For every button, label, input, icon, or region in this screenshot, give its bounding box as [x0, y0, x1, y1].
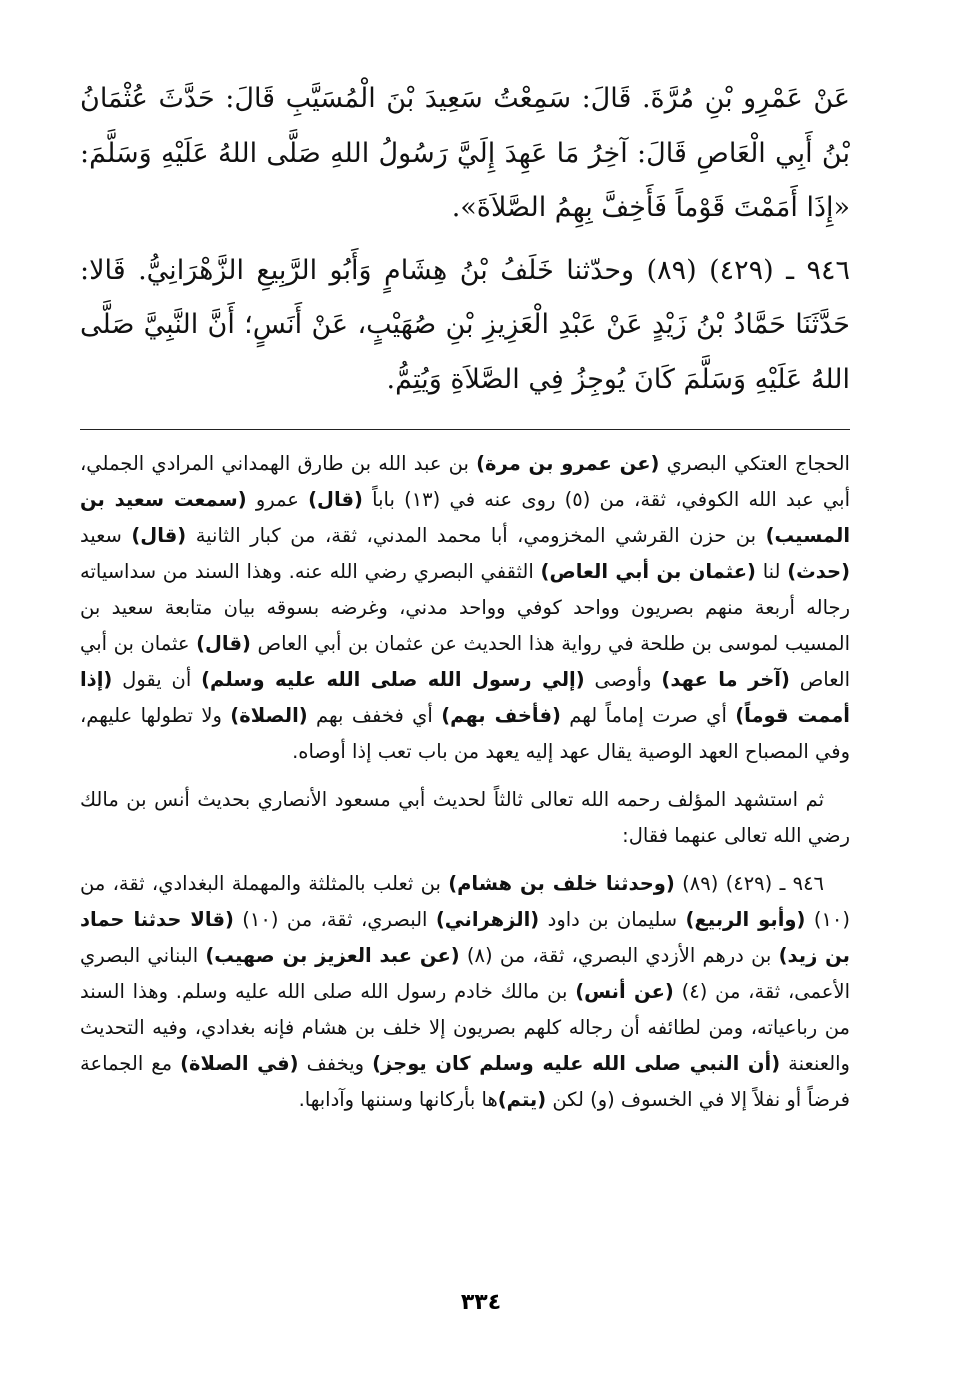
- bold-quote-segment: (في الصلاة): [180, 1052, 299, 1075]
- bold-quote-segment: (قال): [308, 488, 363, 511]
- text-segment: مع الجماعة فرضاً أو نفلاً إلا في الخسوف (و) لكن: [80, 1052, 850, 1111]
- commentary-paragraph-2: [80, 782, 850, 854]
- text-segment: ٩٤٦ ـ (٤٢٩) (٨٩): [674, 872, 825, 895]
- text-segment: الحجاج العتكي البصري: [659, 452, 850, 475]
- text-segment: سعيد: [80, 524, 132, 547]
- text-segment: ها بأركانها وسننها وآدابها.: [298, 1088, 498, 1111]
- bold-quote-segment: (أن النبي صلى الله عليه وسلم كان يوجز): [372, 1052, 781, 1075]
- bold-quote-segment: (الصلاة): [230, 704, 308, 727]
- text-segment: البناني البصري الأعمى، ثقة، من (٤): [80, 944, 850, 1003]
- text-segment: لنا: [755, 560, 788, 583]
- text-segment: أي فخفف بهم: [307, 704, 442, 727]
- bold-quote-segment: (وحدثنا خلف بن هشام): [448, 872, 675, 895]
- bold-quote-segment: (سمعت سعيد بن المسيب): [80, 488, 850, 547]
- text-segment: عمرو: [246, 488, 309, 511]
- bold-quote-segment: (قال): [131, 524, 187, 547]
- commentary-paragraph-3: [80, 866, 850, 1118]
- bold-quote-segment: (إذا أممت قوماً): [80, 668, 850, 727]
- text-segment: عثمان بن أبي العاص: [80, 632, 850, 691]
- page-number: ٣٣٤: [460, 1290, 502, 1315]
- hadith-text-2: ٩٤٦ ـ (٤٢٩) (٨٩) وحدّثنا خَلَفُ بْنُ هِشَامٍ وَأَبُو الرَّبِيعِ الزَّهْرَانِيُّ. قَالا: حَدَّثَنَا حَمَّادُ بْنُ زَيْدٍ عَنْ عَبْدِ الْعَزِيزِ بْنِ صُهَيْبٍ، عَنْ أَنَسٍ؛ أَنَّ النَّبِيَّ صَلَّى اللهُ عَلَيْهِ وَسَلَّمَ كَانَ يُوجِزُ فِي الصَّلاَةِ وَيُتِمُّ.: [80, 254, 850, 395]
- page-body: [80, 72, 850, 1118]
- bold-quote-segment: (قالا حدثنا حماد بن زيد): [80, 908, 850, 967]
- bold-quote-segment: (قال): [196, 632, 251, 655]
- text-segment: بن عبد الله بن طارق الهمداني المرادي الجملي، أبي عبد الله الكوفي، ثقة، من (٥) روى عنه في (١٣) باباً: [80, 452, 851, 511]
- bold-quote-segment: (عن عبد العزيز بن صهيب): [205, 944, 460, 967]
- bold-quote-segment: (عثمان بن أبي العاص): [540, 560, 756, 583]
- footnote-divider: [80, 429, 850, 430]
- bold-quote-segment: (الزهراني): [435, 908, 540, 931]
- commentary-paragraph-1: [80, 446, 850, 770]
- text-segment: بن ثعلب بالمثلثة والمهملة البغدادي، ثقة، من (١٠): [80, 872, 851, 931]
- text-segment: بن حزن القرشي المخزومي، أبا محمد المدني، ثقة، من كبار الثانية: [186, 524, 766, 547]
- text-segment: بن درهم الأزدي البصري، ثقة، من (٨): [459, 944, 779, 967]
- text-segment: أن يقول: [112, 668, 202, 691]
- text-segment: ثم استشهد المؤلف رحمه الله تعالى ثالثاً لحديث أبي مسعود الأنصاري بحديث أنس بن مالك رضي الله تعالى عنهما فقال:: [80, 788, 850, 847]
- text-segment: سليمان بن داود: [539, 908, 686, 931]
- text-segment: الثقفي البصري رضي الله عنه. وهذا السند من سداسياته رجاله أربعة منهم بصريون وواحد كوفي وواحد مدني، وغرضه بسوقه بيان متابعة سعيد بن المسيب لموسى بن طلحة في رواية هذا الحديث عن عثمان بن أبي العاص: [80, 560, 850, 655]
- text-segment: ولا تطولها عليهم، وفي المصباح العهد الوصية يقال عهد إليه يعهد من باب تعب إذا أوصاه.: [80, 704, 850, 763]
- bold-quote-segment: (عن عمرو بن مرة): [476, 452, 660, 475]
- text-segment: ويخفف: [298, 1052, 373, 1075]
- bold-quote-segment: (إلي رسول الله صلى الله عليه وسلم): [201, 668, 585, 691]
- bold-quote-segment: (يتم): [497, 1088, 547, 1111]
- text-segment: البصري، ثقة، من (١٠): [233, 908, 436, 931]
- hadith-text-1: عَنْ عَمْرِو بْنِ مُرَّةَ. قَالَ: سَمِعْتُ سَعِيدَ بْنَ الْمُسَيَّبِ قَالَ: حَدَّثَ عُثْمَانُ بْنُ أَبِي الْعَاصِ قَالَ: آخِرُ مَا عَهِدَ إِلَيَّ رَسُولُ اللهِ صَلَّى اللهُ عَلَيْهِ وَسَلَّمَ: «إِذَا أَمَمْتَ قَوْماً فَأَخِفَّ بِهِمُ الصَّلاَةَ».: [80, 83, 850, 223]
- bold-quote-segment: (وأبو الربيع): [685, 908, 806, 931]
- text-segment: وأوصى: [584, 668, 662, 691]
- bold-quote-segment: (حدث): [787, 560, 850, 583]
- bold-quote-segment: (آخر ما عهد): [661, 668, 790, 691]
- bold-quote-segment: (فأخف بهم): [441, 704, 561, 727]
- text-segment: بن مالك خادم رسول الله صلى الله عليه وسلم. وهذا السند من رباعياته، ومن لطائفه أن رجاله كلهم بصريون إلا خلف بن هشام فإنه بغدادي، وفيه التحديث والعنعنة: [80, 980, 850, 1075]
- text-segment: أي صرت إماماً لهم: [560, 704, 736, 727]
- bold-quote-segment: (عن أنس): [575, 980, 674, 1003]
